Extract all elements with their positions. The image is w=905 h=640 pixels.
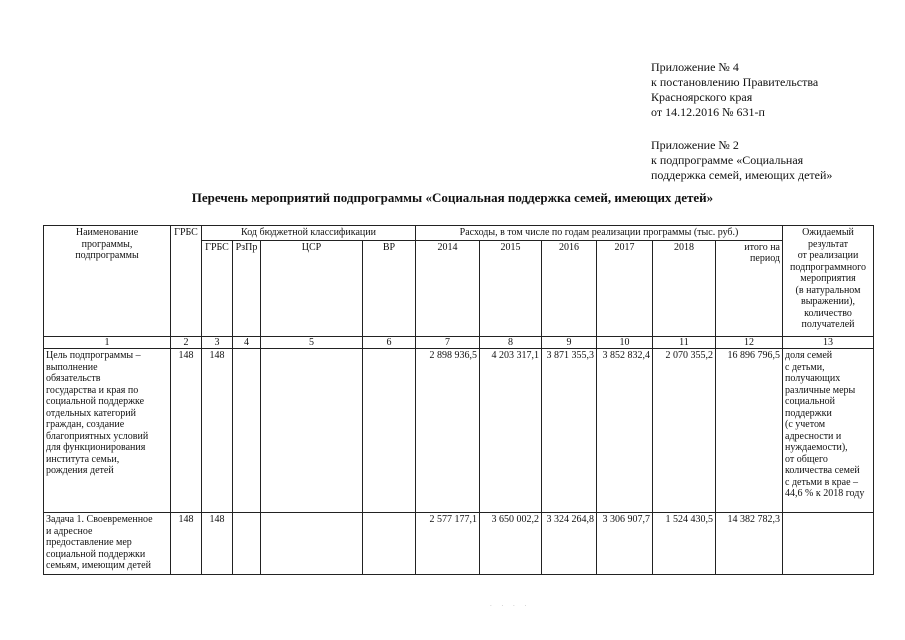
row-value-2017: 3 306 907,7 bbox=[597, 513, 653, 575]
appendix-2-line: поддержка семей, имеющих детей» bbox=[651, 168, 833, 182]
measures-table bbox=[43, 225, 874, 575]
appendix-4-block bbox=[651, 60, 818, 120]
column-number-row bbox=[44, 336, 874, 349]
row-value-2014: 2 577 177,1 bbox=[416, 513, 480, 575]
header-code-vr: ВР bbox=[363, 240, 416, 336]
header-total: итого на период bbox=[716, 240, 783, 336]
row-value-2015: 3 650 002,2 bbox=[480, 513, 542, 575]
row-expected-result bbox=[783, 513, 874, 575]
row-value-2016: 3 871 355,3 bbox=[542, 349, 597, 513]
column-number: 7 bbox=[416, 336, 480, 349]
column-number: 6 bbox=[363, 336, 416, 349]
column-number: 4 bbox=[233, 336, 261, 349]
appendix-2-block bbox=[651, 138, 832, 183]
header-expected-result: Ожидаемый результат от реализации подпрограммного мероприятия (в натуральном выражении), количество получателей bbox=[783, 226, 874, 337]
appendix-4-line: от 14.12.2016 № 631-п bbox=[651, 105, 765, 119]
column-number: 9 bbox=[542, 336, 597, 349]
header-row-group bbox=[44, 226, 874, 241]
row-vr bbox=[363, 349, 416, 513]
row-rzpr bbox=[233, 513, 261, 575]
column-number: 13 bbox=[783, 336, 874, 349]
row-value-2018: 2 070 355,2 bbox=[653, 349, 716, 513]
column-number: 5 bbox=[261, 336, 363, 349]
row-vr bbox=[363, 513, 416, 575]
row-value-total: 16 896 796,5 bbox=[716, 349, 783, 513]
column-number: 11 bbox=[653, 336, 716, 349]
row-value-2016: 3 324 264,8 bbox=[542, 513, 597, 575]
column-number: 1 bbox=[44, 336, 171, 349]
row-name: Цель подпрограммы – выполнение обязательств государства и края по социальной поддержке отдельных категорий граждан, создание благоприятных условий для функционирования института семьи, рождения детей bbox=[44, 349, 171, 513]
row-value-2018: 1 524 430,5 bbox=[653, 513, 716, 575]
row-grbs: 148 bbox=[171, 349, 202, 513]
header-code-grbs: ГРБС bbox=[202, 240, 233, 336]
row-value-2015: 4 203 317,1 bbox=[480, 349, 542, 513]
header-year-2017: 2017 bbox=[597, 240, 653, 336]
header-code-rzpr: РзПр bbox=[233, 240, 261, 336]
row-expected-result: доля семей с детьми, получающих различные меры социальной поддержки (с учетом адресности и нуждаемости), от общего количества семей с детьми в крае – 44,6 % к 2018 году bbox=[783, 349, 874, 513]
row-code-grbs: 148 bbox=[202, 349, 233, 513]
header-year-2018: 2018 bbox=[653, 240, 716, 336]
column-number: 8 bbox=[480, 336, 542, 349]
appendix-4-line: Красноярского края bbox=[651, 90, 753, 104]
column-number: 12 bbox=[716, 336, 783, 349]
header-name: Наименование программы, подпрограммы bbox=[44, 226, 171, 337]
header-expenses: Расходы, в том числе по годам реализации программы (тыс. руб.) bbox=[416, 226, 783, 241]
appendix-2-line: к подпрограмме «Социальная bbox=[651, 153, 804, 167]
header-code-csr: ЦСР bbox=[261, 240, 363, 336]
header-grbs: ГРБС bbox=[171, 226, 202, 337]
document-title: Перечень мероприятий подпрограммы «Социальная поддержка семей, имеющих детей» bbox=[191, 190, 714, 205]
appendix-2-line: Приложение № 2 bbox=[651, 138, 739, 152]
row-code-grbs: 148 bbox=[202, 513, 233, 575]
column-number: 2 bbox=[171, 336, 202, 349]
row-value-2014: 2 898 936,5 bbox=[416, 349, 480, 513]
appendix-4-line: Приложение № 4 bbox=[651, 60, 739, 74]
header-year-2016: 2016 bbox=[542, 240, 597, 336]
header-year-2014: 2014 bbox=[416, 240, 480, 336]
row-value-total: 14 382 782,3 bbox=[716, 513, 783, 575]
table-row-goal bbox=[44, 349, 874, 513]
row-value-2017: 3 852 832,4 bbox=[597, 349, 653, 513]
appendix-4-line: к постановлению Правительства bbox=[651, 75, 819, 89]
table-row-task-1 bbox=[44, 513, 874, 575]
row-grbs: 148 bbox=[171, 513, 202, 575]
scan-artifact-marks: . . . . bbox=[490, 600, 531, 608]
row-name: Задача 1. Своевременное и адресное предоставление мер социальной поддержки семьям, имеющим детей bbox=[44, 513, 171, 575]
column-number: 3 bbox=[202, 336, 233, 349]
header-budget-code: Код бюджетной классификации bbox=[202, 226, 416, 241]
row-csr bbox=[261, 513, 363, 575]
header-year-2015: 2015 bbox=[480, 240, 542, 336]
row-rzpr bbox=[233, 349, 261, 513]
column-number: 10 bbox=[597, 336, 653, 349]
row-csr bbox=[261, 349, 363, 513]
